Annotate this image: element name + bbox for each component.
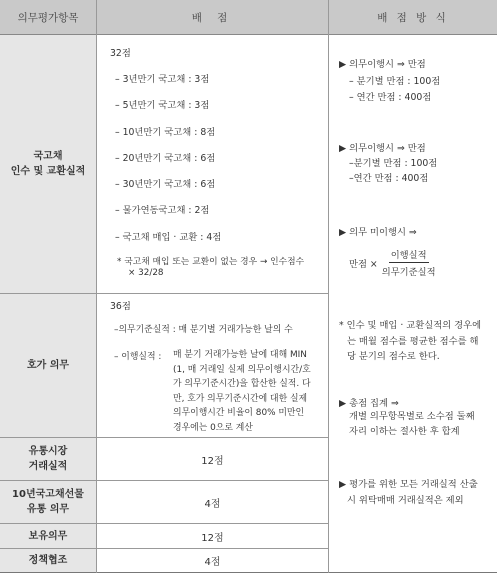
method-b1-line1: – 분기별 만점 : 100점 <box>349 76 441 87</box>
score-bonds-item: – 물가연동국고채 : 2점 <box>115 205 210 216</box>
label-futures <box>0 481 96 523</box>
rule-row <box>0 293 328 294</box>
desc-line: 가 의무기준시간)을 합산한 실적. 다 <box>173 379 311 389</box>
header-col-method: 배 점 방 식 <box>329 0 497 34</box>
score-bonds-item: – 30년만기 국고채 : 6점 <box>115 179 216 190</box>
method-b3-formula <box>349 247 438 278</box>
method-b2-title: ▶ 의무이행시 ⇒ 만점 <box>339 143 426 154</box>
formula-fraction <box>380 247 438 278</box>
score-futures: 4점 <box>204 498 221 510</box>
label-market-line2: 거래실적 <box>28 461 68 472</box>
score-bonds-note-line2: × 32/28 <box>128 268 164 278</box>
rule-col <box>96 0 97 573</box>
rule-row <box>0 437 328 438</box>
label-bonds-line1: 국고채 <box>33 151 63 162</box>
method-b1-line2: – 연간 만점 : 400점 <box>349 92 432 103</box>
rule-row <box>0 523 328 524</box>
score-bonds-cell <box>97 35 328 293</box>
rule-row <box>0 548 328 549</box>
rule-row <box>0 480 328 481</box>
score-bonds-item: – 20년만기 국고채 : 6점 <box>115 153 216 164</box>
desc-line: 만, 호가 의무기준시간에 대한 실제 <box>173 393 308 404</box>
formula-numerator: 이행실적 <box>389 247 429 263</box>
method-b4-title: ▶ 총점 집계 ⇒ <box>339 398 399 409</box>
formula-prefix: 만점 × <box>349 258 378 270</box>
label-market <box>0 438 96 480</box>
method-b3-title: ▶ 의무 미이행시 ⇒ <box>339 227 417 238</box>
desc-line: (1, 매 거래일 실제 의무이행시간/호 <box>173 364 311 375</box>
method-b2-line2: –연간 만점 : 400점 <box>349 173 429 184</box>
note-line: 는 매월 점수를 평균한 점수를 해 <box>347 335 479 347</box>
b4-line: 개별 의무항목별로 소수점 둘째 <box>349 411 475 422</box>
method-b1-title: ▶ 의무이행시 ⇒ 만점 <box>339 59 426 70</box>
header-col-score: 배 점 <box>97 0 328 34</box>
score-quote-cell <box>97 294 328 437</box>
method-b4-desc <box>349 409 497 439</box>
note-line: * 인수 및 매입 · 교환실적의 경우에 <box>339 320 482 331</box>
label-holding-text: 보유의무 <box>28 530 68 542</box>
header-col-item: 의무평가항목 <box>0 0 96 34</box>
score-bonds-item: – 5년만기 국고채 : 3점 <box>115 100 210 111</box>
label-quote <box>0 294 96 437</box>
score-policy: 4점 <box>204 557 221 568</box>
b5-line: ▶ 평가를 위한 모든 거래실적 산출 <box>339 479 478 490</box>
label-holding <box>0 524 96 548</box>
note-line: 당 분기의 점수로 한다. <box>347 351 440 362</box>
rule-header-bottom <box>0 34 497 35</box>
rule-table-bottom <box>0 572 497 573</box>
score-bonds-item: – 국고채 매입 · 교환 : 4점 <box>115 232 222 243</box>
rule-col <box>328 0 329 573</box>
b4-line: 자리 이하는 절사한 후 합계 <box>349 426 460 437</box>
score-quote-item2-desc <box>173 348 328 435</box>
desc-line: 매 분기 거래가능한 날에 대해 MIN <box>173 350 307 360</box>
label-bonds <box>0 35 96 293</box>
score-bonds-item: – 10년만기 국고채 : 8점 <box>115 127 216 138</box>
method-b2-line1: –분기별 만점 : 100점 <box>349 158 438 169</box>
score-quote-total: 36점 <box>110 301 131 312</box>
desc-line: 의무이행시간 비율이 80% 미만인 <box>173 408 305 418</box>
label-futures-line2: 유통 의무 <box>26 504 70 515</box>
desc-line: 경우에는 0으로 계산 <box>173 422 253 433</box>
score-bonds-total: 32점 <box>110 48 131 59</box>
score-holding: 12점 <box>201 532 224 544</box>
label-policy-text: 정책협조 <box>28 555 68 566</box>
b5-line: 시 위탁매매 거래실적은 제외 <box>347 494 464 506</box>
score-quote-item2-label: – 이행실적 : <box>114 352 162 362</box>
score-quote-item1: –의무기준실적 : 매 분기별 거래가능한 날의 수 <box>114 325 293 335</box>
method-cell <box>329 35 497 572</box>
score-bonds-item: – 3년만기 국고채 : 3점 <box>115 74 210 85</box>
method-b5 <box>339 477 497 508</box>
label-quote-text: 호가 의무 <box>26 360 70 371</box>
score-bonds-note-line1: * 국고채 매입 또는 교환이 없는 경우 → 인수점수 <box>117 257 305 267</box>
label-policy <box>0 549 96 572</box>
formula-denominator: 의무기준실적 <box>381 267 436 278</box>
score-market: 12점 <box>201 455 224 467</box>
label-market-line1: 유통시장 <box>28 446 68 457</box>
label-futures-line1: 10년국고채선물 <box>12 489 84 500</box>
label-bonds-line2: 인수 및 교환실적 <box>10 166 86 177</box>
method-note <box>339 318 497 365</box>
